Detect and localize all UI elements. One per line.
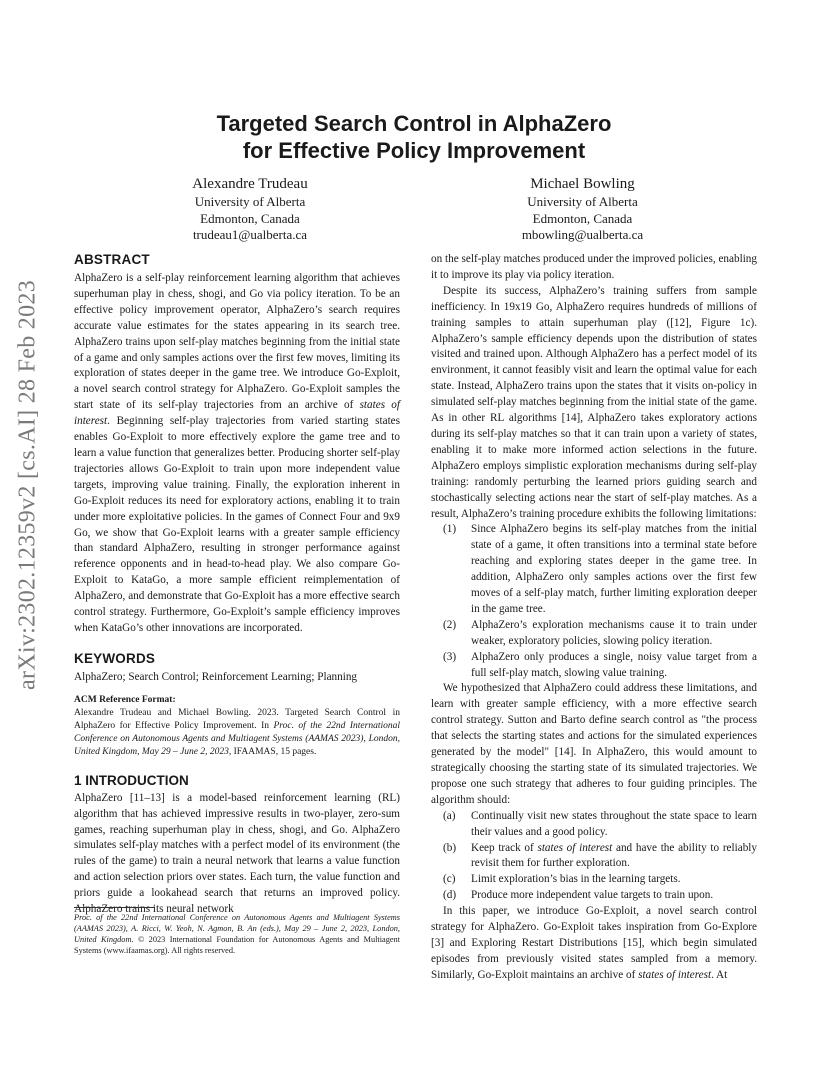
intro-paragraph-4: In this paper, we introduce Go-Exploit, a novel search control strategy for AlphaZero. Go-Exploit takes inspiration from Go-Explore [3] and Exploring Restart Distributions [15], which begin simulated episodes from previously visited states sampled from a memory. Similarly, Go-Exploit maintains an archive of states of interest. At xyxy=(431,905,757,981)
list-item: (c) Limit exploration’s bias in the learning targets. xyxy=(443,873,681,886)
abstract-heading: ABSTRACT xyxy=(74,252,150,267)
principles-list xyxy=(431,809,757,904)
author-email: trudeau1@ualberta.ca xyxy=(192,227,308,242)
author-location: Edmonton, Canada xyxy=(532,210,633,226)
keywords-heading: KEYWORDS xyxy=(74,650,156,666)
limitations-list xyxy=(431,522,757,681)
list-item: (2) AlphaZero’s exploration mechanisms cause it to train under weaker, exploratory policies, slowing policy iteration. xyxy=(443,618,757,647)
author-email: mbowling@ualberta.ca xyxy=(521,227,644,242)
list-item: (d) Produce more independent value targets to train upon. xyxy=(443,889,714,902)
list-item: (3) AlphaZero only produces a single, noisy value target from a full self-play match, slowing value training. xyxy=(443,650,757,679)
list-item: (b) Keep track of states of interest and have the ability to reliably revisit them for further exploration. xyxy=(443,841,757,870)
right-column xyxy=(431,252,757,984)
left-column xyxy=(74,252,400,918)
intro-paragraph-2: Despite its success, AlphaZero’s training suffers from sample inefficiency. In 19x19 Go, AlphaZero requires hundreds of millions of training samples to attain superhuman play ([12], Figure 1c). AlphaZero’s sample efficiency depends upon the distribution of states visited and trained upon. Although AlphaZero has a perfect model of its environment, it cannot feasibly visit and learn the optimal value for each state. Instead, AlphaZero trains upon the states that it visits on-policy in simulated self-play matches beginning from the initial state of the game. As in other RL algorithms [14], AlphaZero takes exploratory actions during its self-play matches so that it can train upon a variety of states, enabling it to make more informed action selections in the future. AlphaZero employs simplistic exploration mechanisms during self-play training: randomly perturbing the learned priors guiding search and stochastically selecting actions near the start of self-play matches. As a result, AlphaZero’s training procedure exhibits the following limitations: xyxy=(431,284,757,520)
arxiv-identifier: arXiv:2302.12359v2 [cs.AI] 28 Feb 2023 xyxy=(14,279,41,690)
arxiv-stamp xyxy=(8,279,48,690)
acm-reference-heading: ACM Reference Format: xyxy=(74,694,176,705)
footnote xyxy=(74,907,400,956)
footnote-rule xyxy=(74,907,154,908)
author-name: Alexandre Trudeau xyxy=(192,176,308,192)
author-block-2 xyxy=(500,175,665,244)
acm-reference-text: Alexandre Trudeau and Michael Bowling. 2023. Targeted Search Control in AlphaZero for Effective Policy Improvement. In Proc. of the 22nd International Conference on Autonomous Agents and Multiagent Systems (AAMAS 2023), London, United Kingdom, May 29 – June 2, 2023, IFAAMAS, 15 pages. xyxy=(74,707,400,757)
list-item: (a) Continually visit new states throughout the state space to learn their values and a good policy. xyxy=(443,809,757,838)
footnote-text: Proc. of the 22nd International Conference on Autonomous Agents and Multiagent Systems (AAMAS 2023), A. Ricci, W. Yeoh, N. Agmon, B. An (eds.), May 29 – June 2, 2023, London, United Kingdom. © 2023 International Foundation for Autonomous Agents and Multiagent Systems (www.ifaamas.org). All rights reserved. xyxy=(74,913,400,955)
author-location: Edmonton, Canada xyxy=(200,210,300,226)
intro-paragraph-1-continued: on the self-play matches produced under the improved policies, enabling it to improve its play via policy iteration. xyxy=(431,253,757,281)
paper-title xyxy=(74,110,754,164)
introduction-heading: 1 INTRODUCTION xyxy=(74,772,189,788)
author-affiliation: University of Alberta xyxy=(194,194,306,209)
intro-paragraph-3: We hypothesized that AlphaZero could address these limitations, and learn with greater sample efficiency, with a more effective search control strategy. Sutton and Barto define search control as "the process that selects the starting states and actions for the simulated experiences generated by the model" [14]. In AlphaZero, this would amount to strategically choosing the starting state of its simulated trajectories. We propose one such strategy that adheres to four guiding principles. The algorithm should: xyxy=(431,682,757,806)
abstract-text: AlphaZero is a self-play reinforcement learning algorithm that achieves superhuman play in chess, shogi, and Go via policy iteration. To be an effective policy improvement operator, AlphaZero’s search requires accurate value estimates for the states appearing in its search tree. AlphaZero trains upon self-play matches beginning from the initial state of a game and only samples actions over the first few moves, limiting its exploration of states deeper in the game tree. We introduce Go-Exploit, a novel search control strategy for AlphaZero. Go-Exploit samples the start state of its self-play trajectories from an archive of states of interest. Beginning self-play trajectories from varied starting states enables Go-Exploit to more effectively explore the game tree and to learn a value function that generalizes better. Producing shorter self-play trajectories allows Go-Exploit to train upon more independent value targets, improving value training. Finally, the exploration inherent in Go-Exploit reduces its need for exploratory actions, enabling it to train under more exploitative policies. In the games of Connect Four and 9x9 Go, we show that Go-Exploit learns with a greater sample efficiency than standard AlphaZero, resulting in stronger performance against reference opponents and in head-to-head play. We also compare Go-Exploit to KataGo, a more sample efficient reimplementation of AlphaZero, and demonstrate that Go-Exploit has a more effective search control strategy. Furthermore, Go-Exploit’s sample efficiency improves when KataGo’s other innovations are incorporated. xyxy=(74,272,401,634)
list-item: (1) Since AlphaZero begins its self-play matches from the initial state of a game, it often transitions into a terminal state before reaching and exploring states deeper in the game tree. In addition, AlphaZero only samples actions over the first few moves of a self-play match, further limiting exploration deeper in the game tree. xyxy=(443,523,757,615)
author-affiliation: University of Alberta xyxy=(527,194,638,209)
title-line-2: for Effective Policy Improvement xyxy=(242,138,586,163)
author-block-1 xyxy=(170,175,330,244)
intro-paragraph-1: AlphaZero [11–13] is a model-based reinforcement learning (RL) algorithm that has achieved impressive results in two-player, zero-sum games, reaching superhuman play in chess, shogi, and Go. AlphaZero simulates self-play matches with a perfect model of its environment (the rules of the game) to train a neural network that learns a value function and action selection priors over states. Each turn, the value function and priors guide a lookahead search that returns an improved policy. AlphaZero trains its neural network xyxy=(74,791,400,916)
author-name: Michael Bowling xyxy=(530,176,635,192)
keywords-text: AlphaZero; Search Control; Reinforcement Learning; Planning xyxy=(74,670,358,683)
title-line-1: Targeted Search Control in AlphaZero xyxy=(216,111,612,136)
